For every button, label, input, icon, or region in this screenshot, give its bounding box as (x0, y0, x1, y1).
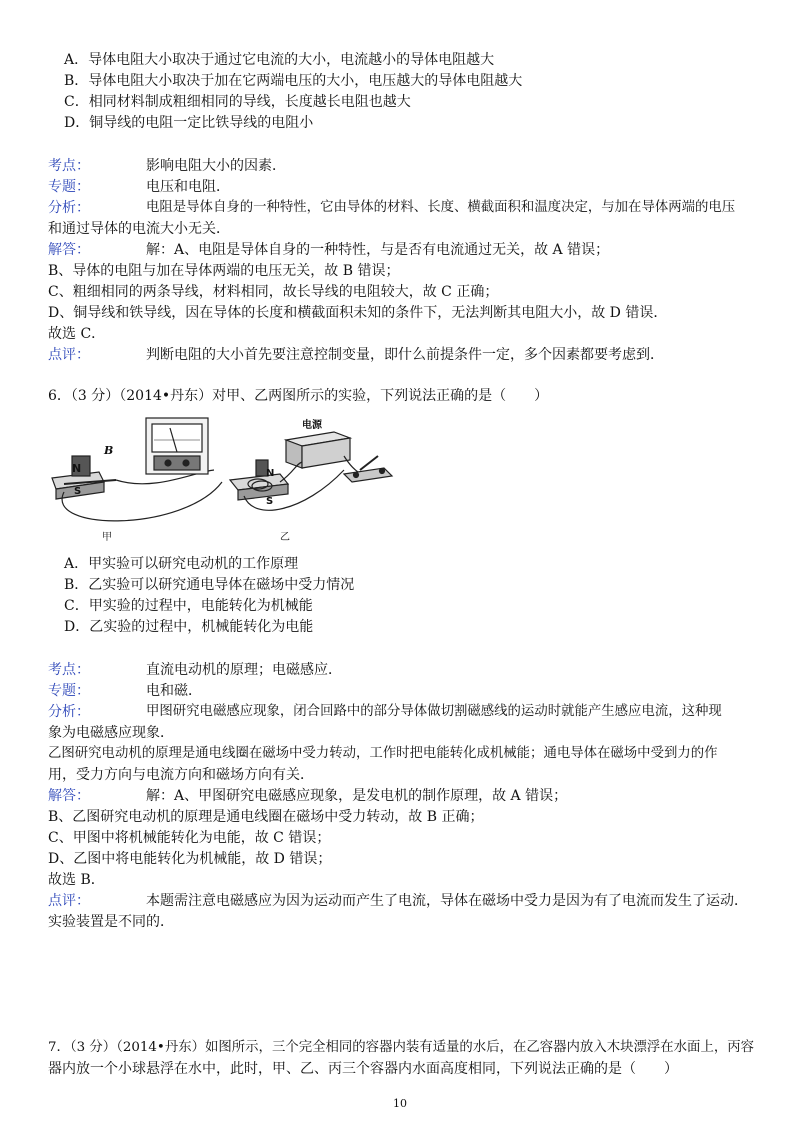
q5-zhuanti-label: 专题： (48, 179, 90, 195)
q5-option-a: A．导体电阻大小取决于通过它电流的大小，电流越小的导体电阻越大 (64, 52, 495, 68)
q6-kaodian-label: 考点： (48, 662, 90, 678)
q5-fenxi-label: 分析： (48, 200, 90, 216)
q5-kaodian: 影响电阻大小的因素． (146, 158, 286, 174)
q7-stem-line1: 7．（3 分）（2014•丹东）如图所示，三个完全相同的容器内装有适量的水后，在乙容器内放入木块漂浮在水面上，丙容 (48, 1040, 755, 1055)
q5-jieda-line4: D、铜导线和铁导线，因在导体的长度和横截面积未知的条件下，无法判断其电阻大小，故 D 错误． (48, 305, 668, 321)
q6-jieda-line3: C、甲图中将机械能转化为电能，故 C 错误； (48, 830, 331, 846)
q5-jieda-label: 解答： (48, 242, 90, 258)
q6-jieda-line4: D、乙图中将电能转化为机械能，故 D 错误； (48, 851, 332, 867)
q6-option-c: C．甲实验的过程中，电能转化为机械能 (64, 598, 313, 614)
q5-jieda-line5: 故选 C． (48, 326, 106, 342)
q5-fenxi-line1: 电阻是导体自身的一种特性，它由导体的材料、长度、横截面积和温度决定，与加在导体两端的电压 (146, 200, 736, 215)
q6-option-b: B．乙实验可以研究通电导体在磁场中受力情况 (64, 577, 355, 593)
q6-dianping-line1: 本题需注意电磁感应为因为运动而产生了电流，导体在磁场中受力是因为有了电流而发生了运动． (146, 893, 748, 909)
figure-label-jia: 甲 (102, 532, 112, 542)
jia-pole-n: N (72, 462, 82, 475)
q5-option-b: B．导体电阻大小取决于加在它两端电压的大小，电压越大的导体电阻越大 (64, 73, 523, 89)
q6-jieda-line2: B、乙图研究电动机的原理是通电线圈在磁场中受力转动，故 B 正确； (48, 809, 484, 825)
q6-jieda-label: 解答： (48, 788, 90, 804)
q6-fenxi-line1: 甲图研究电磁感应现象，闭合回路中的部分导体做切割磁感线的运动时就能产生感应电流，这种现 (146, 704, 722, 719)
q6-fenxi-label: 分析： (48, 704, 90, 720)
q6-zhuanti: 电和磁． (146, 683, 202, 699)
q5-zhuanti: 电压和电阻． (146, 179, 230, 195)
yi-pole-n: N (266, 468, 275, 479)
q5-dianping-label: 点评： (48, 347, 90, 363)
q5-jieda-line2: B、导体的电阻与加在导体两端的电压无关，故 B 错误； (48, 263, 400, 279)
yi-power-label: 电源 (302, 420, 322, 431)
q5-option-c: C．相同材料制成粗细相同的导线，长度越长电阻也越大 (64, 94, 411, 110)
q5-fenxi-line2: 和通过导体的电流大小无关． (48, 221, 230, 237)
jia-pole-s: S (74, 486, 82, 497)
q6-option-d: D．乙实验的过程中，机械能转化为电能 (64, 619, 314, 635)
q6-figure (44, 412, 404, 542)
q6-option-a: A．甲实验可以研究电动机的工作原理 (64, 556, 299, 572)
figure-label-yi: 乙 (280, 532, 290, 542)
q6-fenxi-line4: 用，受力方向与电流方向和磁场方向有关． (48, 767, 314, 783)
q6-fenxi-line2: 象为电磁感应现象． (48, 725, 174, 741)
q6-stem: 6．（3 分）（2014•丹东）对甲、乙两图所示的实验，下列说法正确的是（ ） (48, 388, 549, 404)
page-number: 10 (393, 1097, 407, 1110)
q7-stem-line2: 器内放一个小球悬浮在水中，此时，甲、乙、丙三个容器内水面高度相同，下列说法正确的是（ ） (48, 1061, 678, 1077)
q5-jieda-line1: 解：A、电阻是导体自身的一种特性，与是否有电流通过无关，故 A 错误； (146, 242, 610, 258)
q6-figure-svg (44, 412, 404, 542)
q6-jieda-line1: 解：A、甲图研究电磁感应现象，是发电机的制作原理，故 A 错误； (146, 788, 568, 804)
q6-jieda-line5: 故选 B． (48, 872, 105, 888)
figure-yi-apparatus (230, 432, 392, 510)
q6-dianping-label: 点评： (48, 893, 90, 909)
q6-dianping-line2: 实验装置是不同的． (48, 914, 174, 930)
q6-kaodian: 直流电动机的原理；电磁感应． (146, 662, 342, 678)
yi-pole-s: S (266, 496, 274, 507)
q6-fenxi-line3: 乙图研究电动机的原理是通电线圈在磁场中受力转动，工作时把电能转化成机械能；通电导体在磁场中受到力的作 (48, 746, 718, 761)
q5-jieda-line3: C、粗细相同的两条导线，材料相同，故长导线的电阻较大，故 C 正确； (48, 284, 499, 300)
jia-letter-b: B (104, 444, 114, 457)
q5-dianping: 判断电阻的大小首先要注意控制变量，即什么前提条件一定，多个因素都要考虑到． (146, 347, 664, 363)
q5-option-d: D．铜导线的电阻一定比铁导线的电阻小 (64, 115, 314, 131)
q5-kaodian-label: 考点： (48, 158, 90, 174)
q6-zhuanti-label: 专题： (48, 683, 90, 699)
